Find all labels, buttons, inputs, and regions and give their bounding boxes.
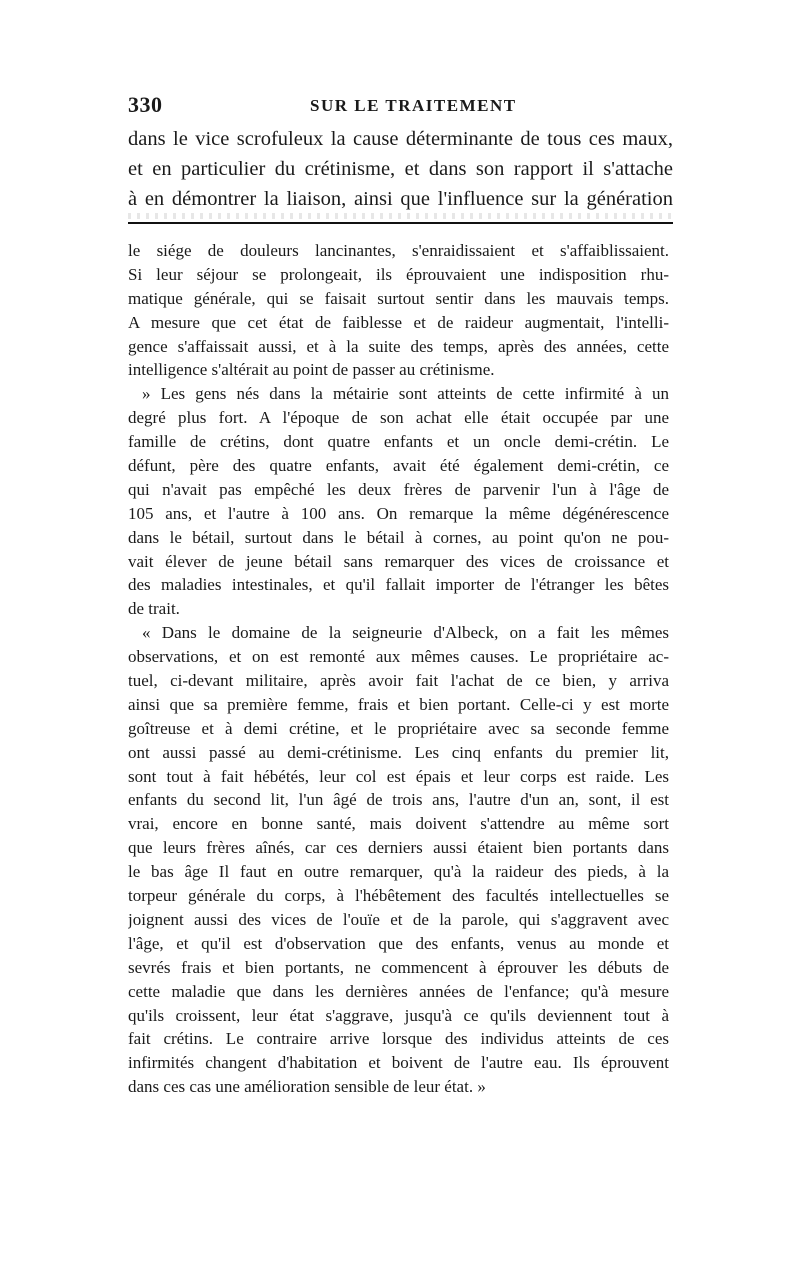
text-line: fait crétins. Le contraire arrive lorsque des individus atteints de ces — [128, 1029, 669, 1049]
text-line: famille de crétins, dont quatre enfants et un oncle demi-crétin. Le — [128, 432, 669, 452]
text-line: le bas âge Il faut en outre remarquer, qu'à la raideur des pieds, à la — [128, 862, 669, 882]
text-line: cette maladie que dans les dernières années de l'enfance; qu'à mesure — [128, 981, 669, 1001]
text-line: gence s'affaissait aussi, et à la suite des temps, après des années, cette — [128, 336, 669, 356]
text-line: observations, et on est remonté aux mêmes causes. Le propriétaire ac- — [128, 647, 669, 667]
text-line: 105 ans, et l'autre à 100 ans. On remarque la même dégénérescence — [128, 503, 669, 523]
text-line: l'âge, et qu'il est d'observation que des enfants, venus au monde et — [128, 933, 669, 953]
text-line: des maladies intestinales, et qu'il fallait importer de l'étranger les bêtes — [128, 575, 669, 595]
text-line: dans le bétail, surtout dans le bétail à cornes, au point qu'on ne pou- — [128, 527, 669, 547]
text-line: qu'ils croissent, leur état s'aggrave, jusqu'à ce qu'ils deviennent tout à — [128, 1005, 669, 1025]
text-line: matique générale, qui se faisait surtout sentir dans les mauvais temps. — [128, 288, 669, 308]
page-header — [128, 92, 668, 120]
page-number: 330 — [128, 92, 163, 117]
text-line: Si leur séjour se prolongeait, ils éprouvaient une indisposition rhu- — [128, 264, 669, 284]
text-line: le siége de douleurs lancinantes, s'enraidissaient et s'affaiblissaient. — [128, 241, 669, 260]
text-line: torpeur générale du corps, à l'hébêtement des facultés intellectuelles se — [128, 886, 669, 906]
lead-line: à en démontrer la liaison, ainsi que l'influence sur la génération — [128, 188, 673, 210]
text-line: « Dans le domaine de la seigneurie d'Albeck, on a fait les mêmes — [142, 623, 669, 643]
lead-line: dans le vice scrofuleux la cause déterminante de tous ces maux, — [128, 128, 673, 150]
text-line: défunt, père des quatre enfants, avait été également demi-crétin, ce — [128, 456, 669, 476]
text-line: A mesure que cet état de faiblesse et de raideur augmentait, l'intelli- — [128, 312, 669, 332]
text-line: ainsi que sa première femme, frais et bien portant. Celle-ci y est morte — [128, 694, 669, 714]
text-line: qui n'avait pas empêché les deux frères de parvenir l'un à l'âge de — [128, 479, 669, 499]
text-line: degré plus fort. A l'époque de son achat elle était occupée par une — [128, 408, 669, 428]
bleed-through-line — [128, 213, 673, 219]
text-line: que leurs frères aînés, car ces derniers aussi étaient bien portants dans — [128, 838, 669, 858]
section-divider — [128, 222, 673, 224]
text-line: de trait. — [128, 599, 180, 619]
text-line: ont aussi passé au demi-crétinisme. Les cinq enfants du premier lit, — [128, 742, 669, 762]
text-line: dans ces cas une amélioration sensible de leur état. » — [128, 1077, 486, 1097]
text-line: » Les gens nés dans la métairie sont atteints de cette infirmité à un — [142, 384, 669, 404]
text-line: vrai, encore en bonne santé, mais doivent s'attendre au même sort — [128, 814, 669, 834]
text-line: vait élever de jeune bétail sans remarquer des vices de croissance et — [128, 551, 669, 571]
running-title: SUR LE TRAITEMENT — [310, 96, 517, 115]
body-text — [128, 239, 669, 1099]
lead-paragraph — [128, 124, 673, 214]
text-line: enfants du second lit, l'un âgé de trois ans, l'autre d'un an, sont, il est — [128, 790, 669, 810]
text-line: intelligence s'altérait au point de passer au crétinisme. — [128, 360, 495, 380]
text-line: infirmités changent d'habitation et boivent de l'autre eau. Ils éprouvent — [128, 1053, 669, 1073]
text-line: tuel, ci-devant militaire, après avoir fait l'achat de ce bien, y arriva — [128, 671, 669, 691]
lead-line: et en particulier du crétinisme, et dans son rapport il s'attache — [128, 158, 673, 180]
text-line: goîtreuse et à demi crétine, et le propriétaire avec sa seconde femme — [128, 718, 669, 738]
text-line: sevrés frais et bien portants, ne commencent à éprouver les débuts de — [128, 957, 669, 977]
text-line: sont tout à fait hébétés, leur col est épais et leur corps est raide. Les — [128, 766, 669, 786]
text-line: joignent aussi des vices de l'ouïe et de la parole, qui s'aggravent avec — [128, 909, 669, 929]
